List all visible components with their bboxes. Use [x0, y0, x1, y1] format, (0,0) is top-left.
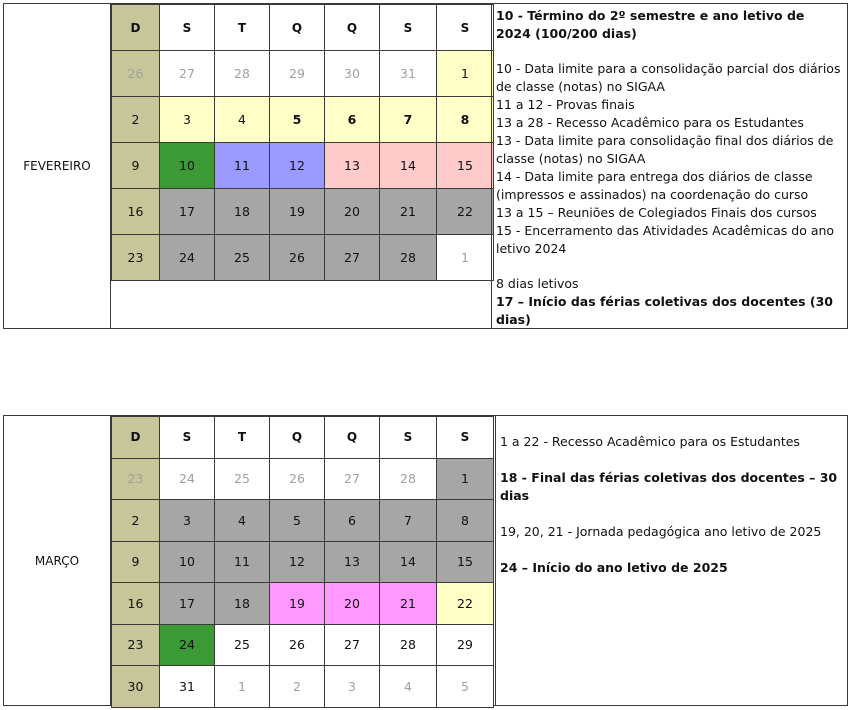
day-cell: 7	[379, 96, 437, 143]
day-cell: 22	[436, 188, 494, 235]
day-cell: 27	[324, 458, 380, 501]
day-cell: 26	[269, 624, 325, 667]
day-cell: 19	[269, 582, 325, 625]
march-calendar-block	[3, 415, 848, 706]
day-cell: 1	[214, 665, 270, 708]
day-cell: 9	[111, 541, 160, 584]
calendar-note: 14 - Data limite para entrega dos diários de classe (impressos e assinados) na coordenação do curso	[496, 169, 813, 202]
day-cell: 20	[324, 582, 380, 625]
weekday-header: S	[379, 416, 437, 459]
march-month-label: MARÇO	[4, 416, 111, 705]
day-cell: 18	[214, 582, 270, 625]
day-cell: 28	[379, 624, 437, 667]
day-cell: 2	[111, 499, 160, 542]
calendar-note: 13 a 28 - Recesso Acadêmico para os Estudantes	[496, 115, 804, 130]
day-cell: 17	[159, 188, 215, 235]
day-cell: 13	[324, 541, 380, 584]
day-cell: 31	[159, 665, 215, 708]
day-cell: 2	[111, 96, 160, 143]
day-cell: 14	[379, 541, 437, 584]
march-notes	[495, 416, 847, 705]
day-cell: 10	[159, 142, 215, 189]
day-cell: 29	[269, 50, 325, 97]
day-cell: 16	[111, 188, 160, 235]
weekday-header: Q	[324, 4, 380, 51]
day-cell: 1	[436, 458, 494, 501]
day-cell: 25	[214, 458, 270, 501]
day-cell: 8	[436, 96, 494, 143]
day-cell: 26	[269, 234, 325, 281]
day-cell: 14	[379, 142, 437, 189]
day-cell: 6	[324, 499, 380, 542]
day-cell: 28	[379, 458, 437, 501]
day-cell: 18	[214, 188, 270, 235]
day-cell: 30	[324, 50, 380, 97]
weekday-header: D	[111, 416, 160, 459]
day-cell: 3	[159, 499, 215, 542]
february-month-label: FEVEREIRO	[4, 4, 111, 328]
calendar-note: 13 a 15 – Reuniões de Colegiados Finais dos cursos	[496, 205, 817, 220]
day-cell: 11	[214, 541, 270, 584]
weekday-header: Q	[269, 416, 325, 459]
day-cell: 23	[111, 624, 160, 667]
calendar-note: 24 – Início do ano letivo de 2025	[500, 560, 728, 575]
weekday-header: S	[159, 4, 215, 51]
day-cell: 25	[214, 624, 270, 667]
weekday-header: S	[159, 416, 215, 459]
day-cell: 24	[159, 458, 215, 501]
day-cell: 17	[159, 582, 215, 625]
day-cell: 27	[324, 624, 380, 667]
day-cell: 27	[324, 234, 380, 281]
day-cell: 30	[111, 665, 160, 708]
calendar-note: 11 a 12 - Provas finais	[496, 97, 635, 112]
day-cell: 25	[214, 234, 270, 281]
day-cell: 1	[436, 50, 494, 97]
day-cell: 1	[436, 234, 494, 281]
day-cell: 28	[379, 234, 437, 281]
day-cell: 23	[111, 234, 160, 281]
day-cell: 29	[436, 624, 494, 667]
day-cell: 23	[111, 458, 160, 501]
day-cell: 26	[111, 50, 160, 97]
day-cell: 20	[324, 188, 380, 235]
day-cell: 4	[214, 499, 270, 542]
calendar-note: 8 dias letivos	[496, 276, 579, 291]
day-cell: 27	[159, 50, 215, 97]
day-cell: 4	[214, 96, 270, 143]
day-cell: 24	[159, 624, 215, 667]
day-cell: 15	[436, 142, 494, 189]
day-cell: 5	[269, 499, 325, 542]
day-cell: 3	[159, 96, 215, 143]
calendar-note: 18 - Final das férias coletivas dos docentes – 30 dias	[500, 470, 838, 503]
day-cell: 2	[269, 665, 325, 708]
calendar-note: 10 - Término do 2º semestre e ano letivo de 2024 (100/200 dias)	[496, 8, 805, 41]
day-cell: 4	[379, 665, 437, 708]
day-cell: 12	[269, 541, 325, 584]
february-calendar-block	[3, 3, 848, 329]
day-cell: 9	[111, 142, 160, 189]
weekday-header: Q	[269, 4, 325, 51]
february-notes	[491, 4, 847, 328]
calendar-note: 13 - Data limite para consolidação final dos diários de classe (notas) no SIGAA	[496, 133, 834, 166]
day-cell: 7	[379, 499, 437, 542]
day-cell: 21	[379, 188, 437, 235]
day-cell: 11	[214, 142, 270, 189]
day-cell: 8	[436, 499, 494, 542]
day-cell: 26	[269, 458, 325, 501]
weekday-header: D	[111, 4, 160, 51]
weekday-header: T	[214, 4, 270, 51]
day-cell: 12	[269, 142, 325, 189]
day-cell: 6	[324, 96, 380, 143]
day-cell: 3	[324, 665, 380, 708]
day-cell: 16	[111, 582, 160, 625]
weekday-header: S	[436, 4, 494, 51]
weekday-header: Q	[324, 416, 380, 459]
day-cell: 15	[436, 541, 494, 584]
day-cell: 19	[269, 188, 325, 235]
day-cell: 10	[159, 541, 215, 584]
day-cell: 28	[214, 50, 270, 97]
calendar-note: 15 - Encerramento das Atividades Acadêmicas do ano letivo 2024	[496, 223, 835, 256]
calendar-note: 17 – Início das férias coletivas dos docentes (30 dias)	[496, 294, 833, 327]
calendar-note: 19, 20, 21 - Jornada pedagógica ano letivo de 2025	[500, 524, 822, 539]
weekday-header: S	[436, 416, 494, 459]
day-cell: 5	[436, 665, 494, 708]
day-cell: 5	[269, 96, 325, 143]
day-cell: 13	[324, 142, 380, 189]
weekday-header: T	[214, 416, 270, 459]
day-cell: 31	[379, 50, 437, 97]
weekday-header: S	[379, 4, 437, 51]
calendar-note: 1 a 22 - Recesso Acadêmico para os Estudantes	[500, 434, 800, 449]
day-cell: 22	[436, 582, 494, 625]
day-cell: 24	[159, 234, 215, 281]
day-cell: 21	[379, 582, 437, 625]
calendar-note: 10 - Data limite para a consolidação parcial dos diários de classe (notas) no SIGAA	[496, 61, 841, 94]
